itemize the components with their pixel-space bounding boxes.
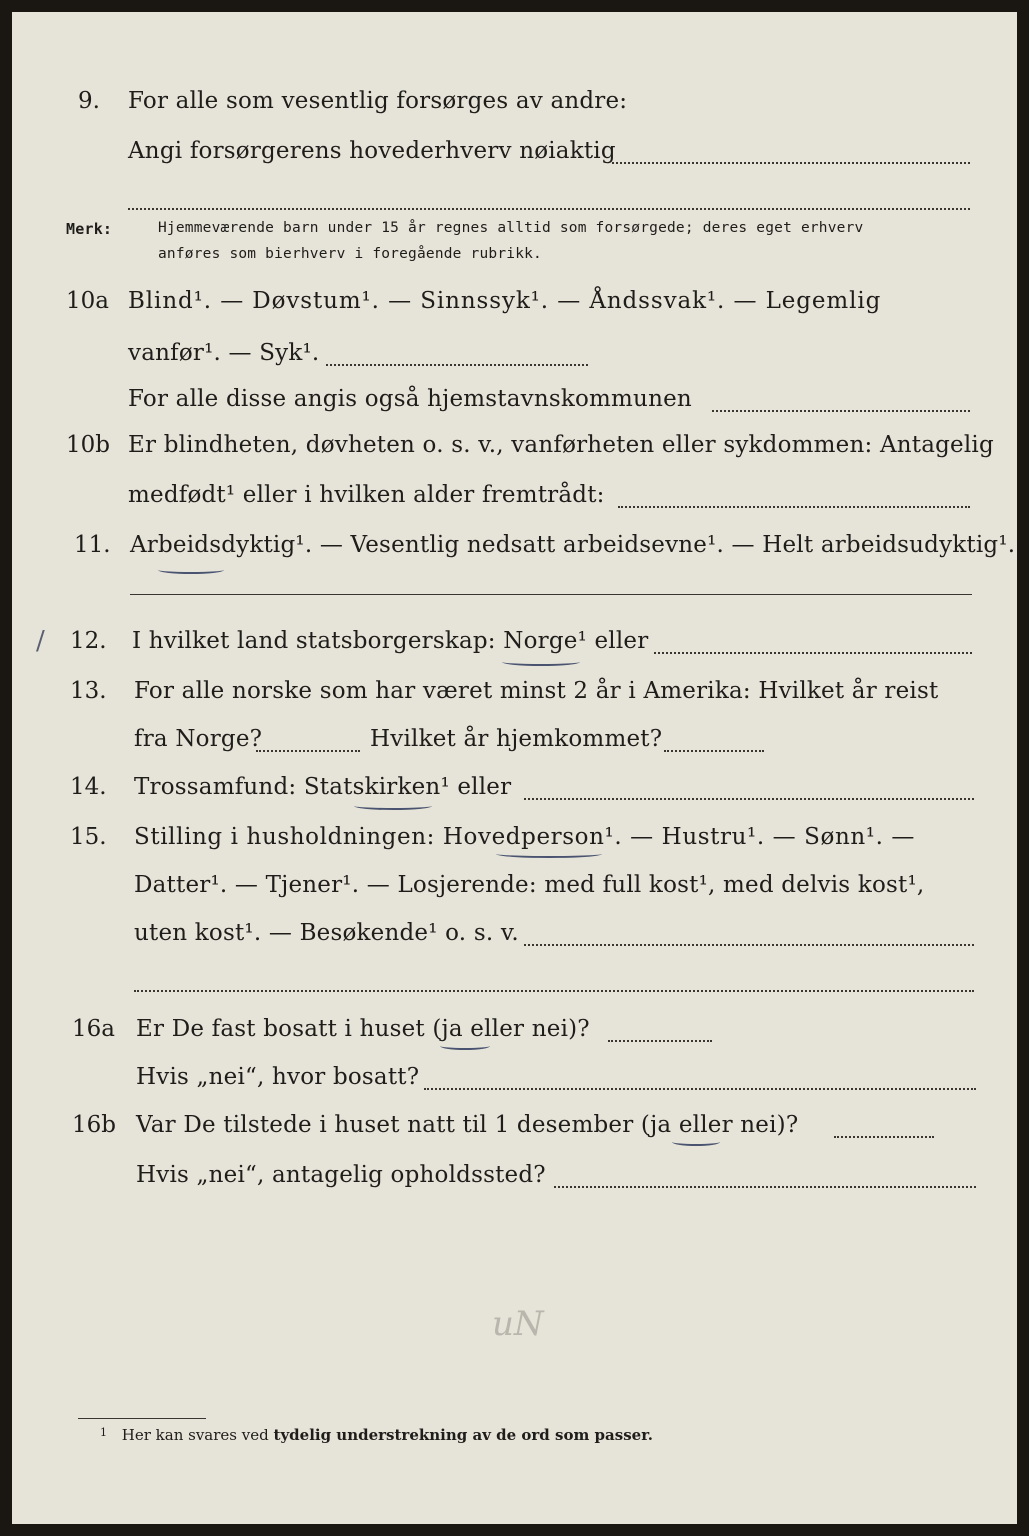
q14-number: 14.: [70, 774, 107, 800]
q14-pencil-underline: [354, 802, 432, 810]
q16a-line1: Er De fast bosatt i huset (ja eller nei)?: [136, 1016, 590, 1042]
q16b-pencil-underline: [672, 1138, 720, 1146]
q12-answer-field[interactable]: [654, 652, 972, 654]
q12-pencil-underline: [502, 658, 580, 666]
merk-label: Merk:: [66, 220, 113, 238]
q13-reist-field[interactable]: [256, 750, 360, 752]
q16b-answer-field[interactable]: [834, 1136, 934, 1138]
q10b-answer-field[interactable]: [618, 506, 970, 508]
q10a-line1: Blind¹. — Døvstum¹. — Sinnssyk¹. — Åndssvak¹. — Legemlig: [128, 288, 882, 314]
q11-number: 11.: [74, 532, 111, 558]
q16b-opholdssted-field[interactable]: [554, 1186, 976, 1188]
q12-line1: I hvilket land statsborgerskap: Norge¹ eller: [132, 628, 649, 654]
q9-line2: Angi forsørgerens hovederhverv nøiaktig: [128, 138, 616, 164]
footnote-marker: 1: [100, 1426, 107, 1439]
q16b-number: 16b: [72, 1112, 116, 1138]
merk-line1: Hjemmeværende barn under 15 år regnes alltid som forsørgede; deres eget erhverv: [158, 220, 864, 236]
footnote-text: Her kan svares ved: [121, 1426, 269, 1444]
q16a-bosatt-field[interactable]: [424, 1088, 976, 1090]
q15-pencil-underline: [496, 850, 602, 858]
q15-answer-field[interactable]: [524, 944, 974, 946]
faint-pencil-mark: uN: [492, 1304, 544, 1344]
q13-line2a: fra Norge?: [134, 726, 263, 752]
q12-number: 12.: [70, 628, 107, 654]
q10b-line2: medfødt¹ eller i hvilken alder fremtrådt:: [128, 482, 605, 508]
q10a-line3: For alle disse angis også hjemstavnskommunen: [128, 386, 692, 412]
q11-pencil-underline: [158, 566, 224, 574]
q16b-line1: Var De tilstede i huset natt til 1 desember (ja eller nei)?: [136, 1112, 799, 1138]
q15-line3: uten kost¹. — Besøkende¹ o. s. v.: [134, 920, 519, 946]
q14-answer-field[interactable]: [524, 798, 974, 800]
footnote-text-bold: tydelig understrekning av de ord som passer.: [273, 1426, 653, 1444]
q10b-number: 10b: [66, 432, 110, 458]
q15-answer-field-2[interactable]: [134, 990, 974, 992]
q10a-line2: vanfør¹. — Syk¹.: [128, 340, 320, 366]
q16a-pencil-underline: [440, 1042, 490, 1050]
q13-line1: For alle norske som har været minst 2 år i Amerika: Hvilket år reist: [134, 678, 939, 704]
q10b-line1: Er blindheten, døvheten o. s. v., vanførheten eller sykdommen: Antagelig: [128, 432, 994, 458]
q11-line1: Arbeidsdyktig¹. — Vesentlig nedsatt arbeidsevne¹. — Helt arbeidsudyktig¹.: [130, 532, 1016, 558]
q10a-number: 10a: [66, 288, 109, 314]
q16a-line2: Hvis „nei“, hvor bosatt?: [136, 1064, 420, 1090]
q13-number: 13.: [70, 678, 107, 704]
q12-pencil-mark: /: [36, 626, 45, 656]
q16a-answer-field[interactable]: [608, 1040, 712, 1042]
q15-line1: Stilling i husholdningen: Hovedperson¹. — Hustru¹. — Sønn¹. —: [134, 824, 916, 850]
q16a-number: 16a: [72, 1016, 115, 1042]
census-form-page: [12, 12, 1017, 1524]
q13-line2b: Hvilket år hjemkommet?: [370, 726, 663, 752]
q9-answer-field-2[interactable]: [128, 208, 970, 210]
q9-number: 9.: [78, 88, 100, 114]
q14-line1: Trossamfund: Statskirken¹ eller: [134, 774, 512, 800]
q13-hjemkommet-field[interactable]: [664, 750, 764, 752]
q9-line1: For alle som vesentlig forsørges av andre:: [128, 88, 628, 114]
q9-answer-field[interactable]: [612, 162, 970, 164]
merk-line2: anføres som bierhverv i foregående rubrikk.: [158, 246, 542, 262]
q10a-hjemstavn-field[interactable]: [712, 410, 970, 412]
q10a-answer-field[interactable]: [326, 364, 588, 366]
footnote-rule: [78, 1418, 206, 1419]
q16b-line2: Hvis „nei“, antagelig opholdssted?: [136, 1162, 546, 1188]
q11-answer-field[interactable]: [130, 594, 972, 595]
footnote: [100, 1426, 653, 1444]
q15-number: 15.: [70, 824, 107, 850]
q15-line2: Datter¹. — Tjener¹. — Losjerende: med full kost¹, med delvis kost¹,: [134, 872, 925, 898]
